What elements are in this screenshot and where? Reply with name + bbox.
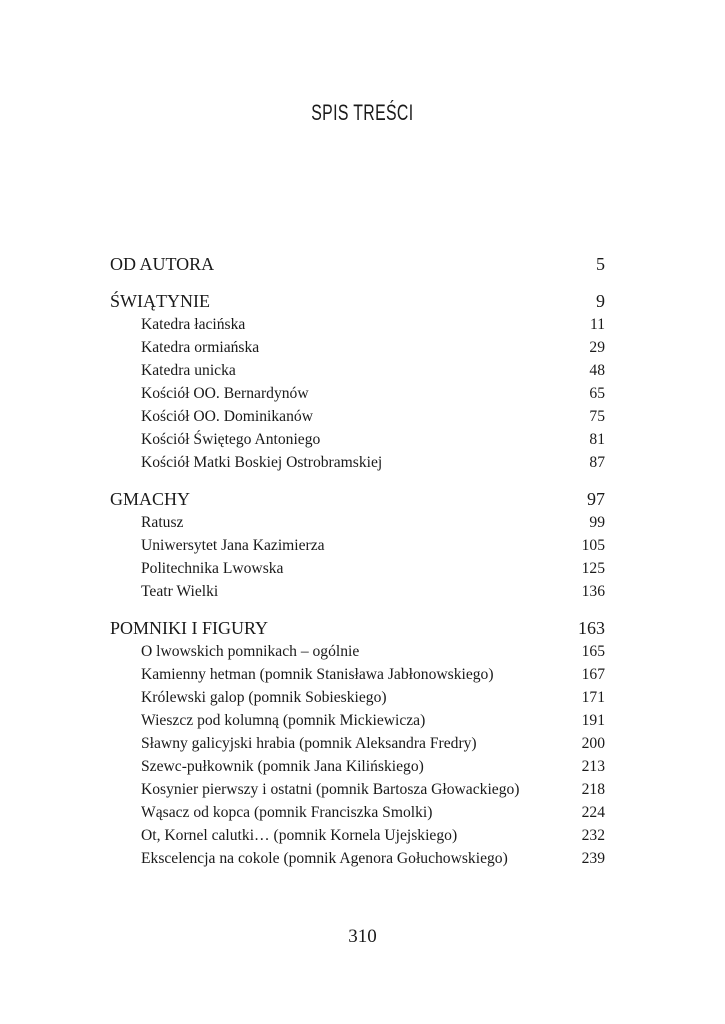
toc-heading-page: 97 [587,489,605,509]
toc-heading-label: OD AUTORA [110,254,215,274]
toc-heading-page: 5 [596,254,605,274]
toc-entry [110,511,605,534]
toc-heading [110,487,605,511]
toc-entry [110,451,605,474]
toc-heading-label: ŚWIĄTYNIE [110,291,210,311]
toc-entry-label: Wąsacz od kopca (pomnik Franciszka Smolki) [141,804,433,821]
toc-entry-page: 29 [589,339,605,356]
toc-entry [110,755,605,778]
toc-entry-page: 75 [589,408,605,425]
toc-entry-page: 213 [581,758,605,775]
toc-entry-label: Wieszcz pod kolumną (pomnik Mickiewicza) [141,712,426,729]
toc-entry-label: Królewski galop (pomnik Sobieskiego) [141,689,387,706]
toc-entry-label: Ot, Kornel calutki… (pomnik Kornela Ujejskiego) [141,827,458,844]
toc-entry [110,557,605,580]
toc-entry [110,686,605,709]
toc-entry-label: Teatr Wielki [141,583,219,600]
toc-entry-page: 232 [581,827,605,844]
toc-entry-label: Kościół OO. Bernardynów [141,385,309,402]
toc-entry-label: Ratusz [141,514,184,531]
toc-entry [110,405,605,428]
toc-heading-label: GMACHY [110,489,191,509]
toc-entry [110,824,605,847]
toc-entry [110,313,605,336]
toc-section-pomniki-i-figury [110,616,605,870]
toc-entry-page: 200 [581,735,605,752]
toc-heading-page: 163 [578,618,605,638]
toc-entry [110,801,605,824]
toc-entry [110,359,605,382]
toc-entry-page: 171 [581,689,605,706]
toc-entry-label: Sławny galicyjski hrabia (pomnik Aleksandra Fredry) [141,735,477,752]
toc-entry [110,847,605,870]
toc-section-swiatynie [110,289,605,474]
toc-entry-page: 99 [589,514,605,531]
toc-entry [110,732,605,755]
toc-entry-page: 125 [581,560,605,577]
toc-section-od-autora [110,252,605,276]
toc-entry-page: 224 [581,804,605,821]
toc-entry [110,580,605,603]
toc-entry-page: 48 [589,362,605,379]
toc-entry-page: 167 [581,666,605,683]
toc-section-gmachy [110,487,605,603]
toc-entry [110,709,605,732]
toc-entry-label: Katedra ormiańska [141,339,260,356]
toc-entry-label: Uniwersytet Jana Kazimierza [141,537,325,554]
toc-entry-label: O lwowskich pomnikach – ogólnie [141,643,360,660]
toc-entry-label: Politechnika Lwowska [141,560,284,577]
page-number: 310 [348,926,377,947]
toc-entry-page: 136 [581,583,605,600]
toc-entry [110,640,605,663]
toc-entry-label: Kamienny hetman (pomnik Stanisława Jabłonowskiego) [141,666,494,683]
toc-entry-page: 65 [589,385,605,402]
toc-entry-label: Kosynier pierwszy i ostatni (pomnik Bartosza Głowackiego) [141,781,520,798]
toc-entry-label: Kościół OO. Dominikanów [141,408,313,425]
toc-entry-page: 11 [589,316,605,333]
toc-heading [110,616,605,640]
toc-entry-label: Katedra łacińska [141,316,246,333]
toc-heading-label: POMNIKI I FIGURY [110,618,269,638]
toc-entry [110,382,605,405]
toc-entry [110,534,605,557]
page-title: SPIS TREŚCI [311,100,414,125]
toc-heading [110,252,605,276]
toc-entry-label: Kościół Matki Boskiej Ostrobramskiej [141,454,383,471]
toc-entry-page: 239 [581,850,605,867]
toc-entry-label: Katedra unicka [141,362,236,379]
toc-entry-page: 105 [581,537,605,554]
toc-entry [110,663,605,686]
toc-entry-page: 191 [581,712,605,729]
table-of-contents [110,252,605,883]
toc-entry [110,336,605,359]
toc-entry-label: Kościół Świętego Antoniego [141,431,321,448]
toc-entry-page: 218 [581,781,605,798]
toc-entry-page: 165 [581,643,605,660]
toc-entry [110,778,605,801]
toc-entry [110,428,605,451]
toc-heading [110,289,605,313]
toc-heading-page: 9 [596,291,605,311]
toc-entry-page: 81 [589,431,605,448]
toc-entry-label: Szewc-pułkownik (pomnik Jana Kilińskiego) [141,758,424,775]
toc-entry-page: 87 [589,454,605,471]
toc-entry-label: Ekscelencja na cokole (pomnik Agenora Gołuchowskiego) [141,850,508,867]
